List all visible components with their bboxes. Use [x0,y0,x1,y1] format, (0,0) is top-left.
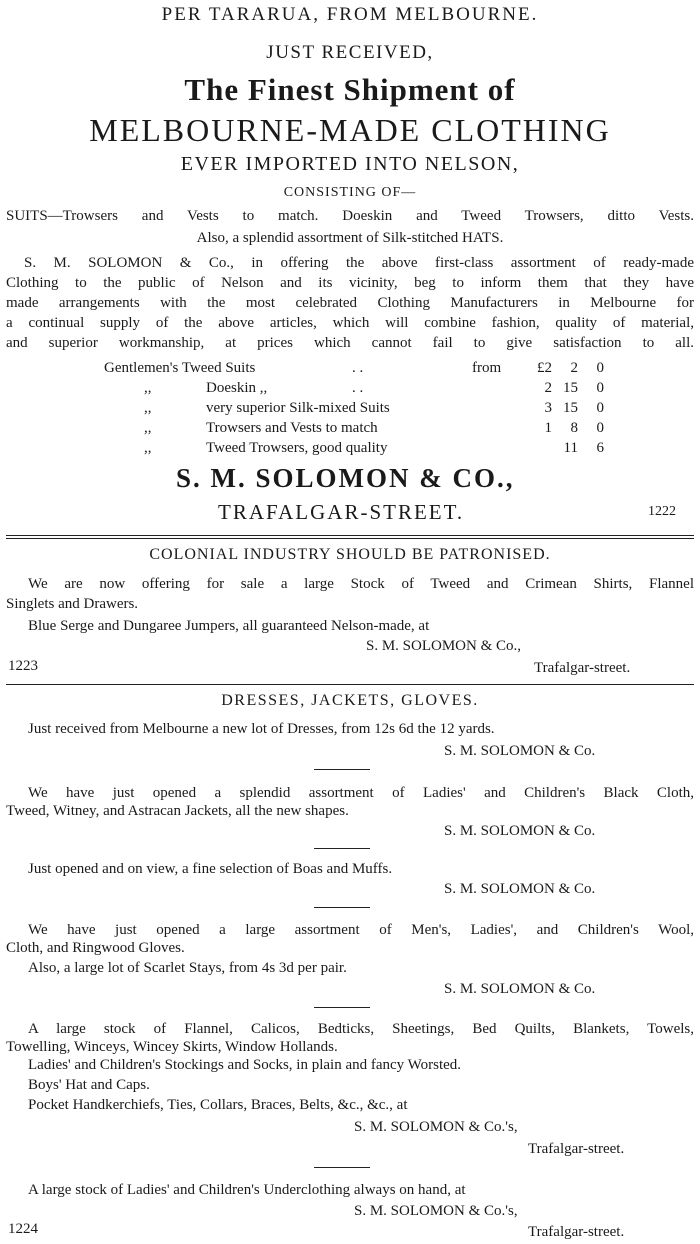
short-divider [314,1007,370,1008]
price-pence: 0 [596,420,604,436]
ad2-line: Blue Serge and Dungaree Jumpers, all guaranteed Nelson-made, at [28,618,430,634]
price-pounds: 1 [544,420,552,436]
short-divider [314,848,370,849]
price-item: Gentlemen's Tweed Suits [104,360,256,376]
ditto-mark: ,, [144,420,152,436]
ad1-suits-line: SUITS—Trowsers and Vests to match. Doeskin and Tweed Trowsers, ditto Vests. [6,208,694,224]
ad3-text: A large stock of Ladies' and Children's Underclothing always on hand, at [28,1182,466,1198]
ad3-signature: S. M. SOLOMON & Co. [444,823,596,839]
ad1-consisting-of: CONSISTING OF— [283,185,417,200]
price-item: very superior Silk-mixed Suits [206,400,390,416]
ad2-firm: S. M. SOLOMON & Co., [366,638,522,654]
price-from: from [472,360,502,376]
ad3-text: Boys' Hat and Caps. [28,1077,150,1093]
short-divider [314,769,370,770]
ad3-text: Ladies' and Children's Stockings and Socks, in plain and fancy Worsted. [28,1057,462,1073]
ad1-finest-shipment: The Finest Shipment of [184,72,516,107]
ad3-text: Also, a large lot of Scarlet Stays, from 4s 3d per pair. [28,960,347,976]
ad3-street: Trafalgar-street. [528,1141,625,1157]
ad3-text: Towelling, Winceys, Wincey Skirts, Window Hollands. [6,1039,338,1055]
ad3-signature: S. M. SOLOMON & Co.'s, [354,1119,518,1135]
ad3-signature: S. M. SOLOMON & Co.'s, [354,1203,518,1219]
price-pence: 0 [596,400,604,416]
ad1-body-line: and superior workmanship, at prices which cannot fail to give satisfaction to all. [6,335,694,351]
price-shillings: 11 [563,440,578,456]
ad1-hats-line: Also, a splendid assortment of Silk-stitched HATS. [196,230,504,246]
price-pounds: £2 [537,360,552,376]
price-shillings: 15 [563,380,578,396]
price-item: Doeskin ,, [206,380,268,396]
ad1-body-line: a continual supply of the above articles, which will combine fashion, quality of material, [6,315,694,331]
section-divider [6,684,694,685]
ad1-body-line: S. M. SOLOMON & Co., in offering the above first-class assortment of ready-made [24,255,694,271]
section-divider [6,535,694,539]
ad3-text: Tweed, Witney, and Astracan Jackets, all the new shapes. [6,803,349,819]
ad3-text: A large stock of Flannel, Calicos, Bedticks, Sheetings, Bed Quilts, Blankets, Towels, [28,1021,694,1037]
ad1-firm-name: S. M. SOLOMON & CO., [176,463,515,493]
ad3-text: Just opened and on view, a fine selection of Boas and Muffs. [28,861,393,877]
ditto-mark: ,, [144,400,152,416]
price-dots: . . [352,380,364,396]
ditto-mark: ,, [144,380,152,396]
ad1-body-line: Clothing to the public of Nelson and its vicinity, beg to inform them that they have [6,275,694,291]
ad3-number: 1224 [8,1221,38,1237]
ad2-line: We are now offering for sale a large Stock of Tweed and Crimean Shirts, Flannel [28,576,694,592]
price-pounds: 2 [544,380,552,396]
ad3-signature: S. M. SOLOMON & Co. [444,743,596,759]
ad3-signature: S. M. SOLOMON & Co. [444,881,596,897]
price-shillings: 8 [570,420,578,436]
price-shillings: 15 [563,400,578,416]
ad2-number: 1223 [8,658,38,674]
ad3-heading: DRESSES, JACKETS, GLOVES. [221,692,479,709]
short-divider [314,1167,370,1168]
ad3-text: Pocket Handkerchiefs, Ties, Collars, Braces, Belts, &c., &c., at [28,1097,408,1113]
ad1-headline: PER TARARUA, FROM MELBOURNE. [161,4,539,25]
ad1-street: TRAFALGAR-STREET. [218,500,465,524]
price-pounds: 3 [544,400,552,416]
ad1-number: 1222 [648,504,676,519]
price-pence: 0 [596,380,604,396]
ad3-text: Just received from Melbourne a new lot of Dresses, from 12s 6d the 12 yards. [28,721,495,737]
ad1-melbourne-clothing: MELBOURNE-MADE CLOTHING [89,112,611,148]
price-dots: . . [352,360,364,376]
price-shillings: 2 [570,360,578,376]
price-item: Trowsers and Vests to match [206,420,378,436]
ad2-street: Trafalgar-street. [534,660,631,676]
price-pence: 6 [596,440,604,456]
ad3-signature: S. M. SOLOMON & Co. [444,981,596,997]
ad3-street: Trafalgar-street. [528,1224,625,1240]
price-pence: 0 [596,360,604,376]
ditto-mark: ,, [144,440,152,456]
ad2-line: Singlets and Drawers. [6,596,139,612]
ad1-just-received: JUST RECEIVED, [266,42,434,63]
ad1-body-line: made arrangements with the most celebrated Clothing Manufacturers in Melbourne for [6,295,694,311]
ad3-text: We have just opened a large assortment of Men's, Ladies', and Children's Wool, [28,922,694,938]
ad2-heading: COLONIAL INDUSTRY SHOULD BE PATRONISED. [149,546,551,563]
price-item: Tweed Trowsers, good quality [206,440,388,456]
short-divider [314,907,370,908]
ad3-text: We have just opened a splendid assortment of Ladies' and Children's Black Cloth, [28,785,694,801]
ad3-text: Cloth, and Ringwood Gloves. [6,940,185,956]
ad1-ever-imported: EVER IMPORTED INTO NELSON, [180,153,520,175]
